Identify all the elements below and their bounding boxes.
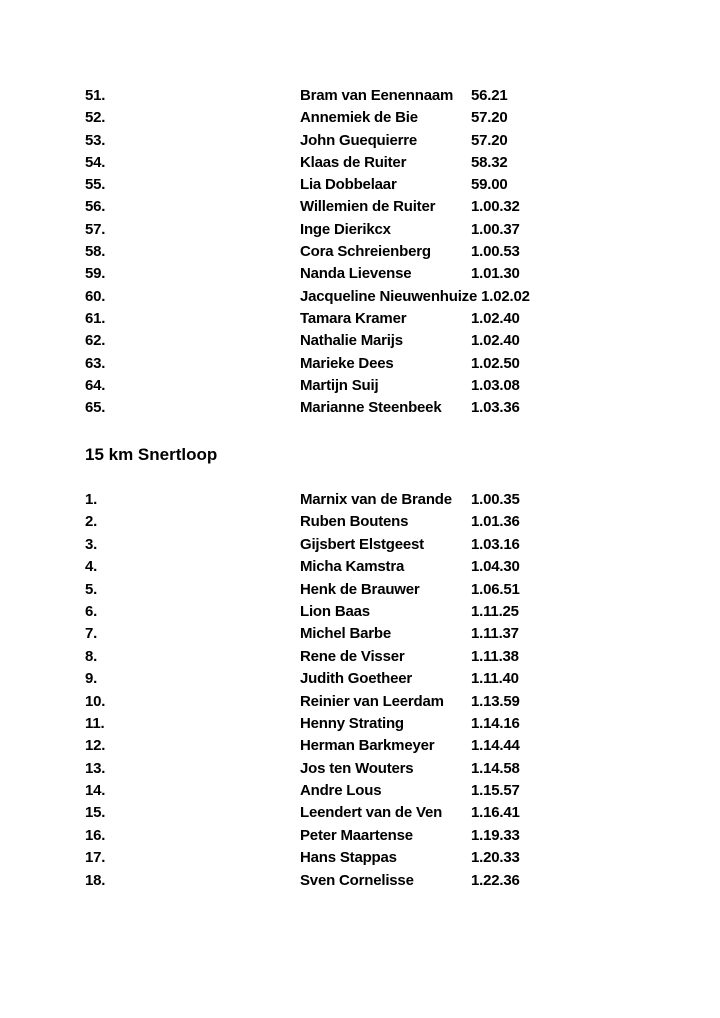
finish-time: 1.02.50 [471,354,520,372]
result-rank: 55. [85,176,106,194]
finish-time: 1.22.36 [471,871,520,889]
finish-time: 1.14.44 [471,737,520,755]
finish-time: 59.00 [471,176,508,194]
runner-name: Klaas de Ruiter [300,153,407,171]
finish-time: 1.11.38 [471,647,519,665]
result-row [0,263,720,285]
runner-name: Bram van Eenennaam [300,87,454,104]
finish-time: 1.11.25 [471,602,519,620]
result-row [0,375,720,397]
runner-name: Rene de Visser [300,647,405,665]
result-row [0,85,720,107]
result-rank: 6. [85,602,98,620]
result-row [0,107,720,129]
finish-time: 1.15.57 [471,782,520,800]
result-row [0,556,720,578]
runner-name: Judith Goetheer [300,670,413,688]
runner-name: Gijsbert Elstgeest [300,535,424,553]
runner-name: Michel Barbe [300,625,391,643]
result-rank: 61. [85,309,106,327]
runner-name: Jacqueline Nieuwenhuize 1.02.02 [300,287,530,305]
result-row [0,691,720,713]
result-rank: 10. [85,692,106,710]
result-row [0,668,720,690]
runner-name: Cora Schreienberg [300,243,431,261]
result-row [0,735,720,757]
finish-time: 1.14.16 [471,714,520,732]
result-rank: 7. [85,625,98,643]
result-row [0,489,720,511]
runner-name: Micha Kamstra [300,558,405,576]
result-rank: 8. [85,647,98,665]
results-list-15km [0,489,720,892]
runner-name: Nathalie Marijs [300,332,403,350]
result-row [0,174,720,196]
runner-name: Henny Strating [300,714,404,732]
result-row [0,825,720,847]
result-rank: 12. [85,737,106,755]
result-row [0,534,720,556]
result-rank: 58. [85,243,106,261]
finish-time: 1.00.32 [471,198,520,216]
result-rank: 9. [85,670,98,688]
result-rank: 63. [85,354,106,372]
result-row [0,219,720,241]
result-rank: 64. [85,376,106,394]
section-heading: 15 km Snertloop [85,445,218,464]
result-rank: 4. [85,558,98,576]
result-rank: 11. [85,714,105,732]
runner-name: Marnix van de Brande [300,491,452,508]
finish-time: 57.20 [471,131,508,149]
result-rank: 14. [85,782,106,800]
runner-name: Jos ten Wouters [300,759,414,777]
finish-time: 1.01.30 [471,265,520,283]
result-row [0,780,720,802]
finish-time: 58.32 [471,153,508,171]
runner-name: Nanda Lievense [300,265,412,283]
runner-name: Marianne Steenbeek [300,399,442,417]
result-row [0,623,720,645]
finish-time: 1.19.33 [471,826,520,844]
finish-time: 1.11.40 [471,670,519,688]
result-row [0,152,720,174]
result-row [0,286,720,308]
finish-time: 1.03.16 [471,535,520,553]
finish-time: 1.02.40 [471,332,520,350]
finish-time: 1.13.59 [471,692,520,710]
result-rank: 65. [85,399,106,417]
runner-name: Peter Maartense [300,826,413,844]
runner-name: Annemiek de Bie [300,109,418,127]
finish-time: 1.00.37 [471,220,520,238]
results-list-continued [0,85,720,419]
finish-time: 1.03.36 [471,399,520,417]
result-rank: 62. [85,332,106,350]
finish-time: 57.20 [471,109,508,127]
runner-name: Lion Baas [300,602,370,620]
result-row [0,601,720,623]
result-row [0,758,720,780]
result-rank: 56. [85,198,106,216]
runner-name: Lia Dobbelaar [300,176,397,194]
runner-name: John Guequierre [300,131,418,149]
result-rank: 59. [85,265,106,283]
result-row [0,847,720,869]
finish-time: 1.00.35 [471,491,520,508]
finish-time: 1.02.40 [471,309,520,327]
result-row [0,870,720,892]
finish-time: 1.11.37 [471,625,519,643]
result-row [0,330,720,352]
result-rank: 5. [85,580,98,598]
result-row [0,802,720,824]
result-row [0,130,720,152]
runner-name: Inge Dierikcx [300,220,391,238]
finish-time: 1.06.51 [471,580,520,598]
finish-time: 1.16.41 [471,804,520,822]
finish-time: 1.01.36 [471,513,520,531]
result-row [0,579,720,601]
finish-time: 1.20.33 [471,849,520,867]
result-rank: 54. [85,153,106,171]
runner-name: Reinier van Leerdam [300,692,444,710]
result-row [0,646,720,668]
finish-time: 1.03.08 [471,376,520,394]
result-row [0,308,720,330]
result-row [0,196,720,218]
result-rank: 51. [85,87,106,104]
result-row [0,397,720,419]
result-row [0,353,720,375]
runner-name: Leendert van de Ven [300,804,443,822]
runner-name: Sven Cornelisse [300,871,414,889]
result-rank: 13. [85,759,106,777]
result-row [0,241,720,263]
result-rank: 17. [85,849,106,867]
runner-name: Martijn Suij [300,376,379,394]
finish-time: 1.14.58 [471,759,520,777]
runner-name: Hans Stappas [300,849,397,867]
result-rank: 2. [85,513,98,531]
result-rank: 18. [85,871,106,889]
runner-name: Henk de Brauwer [300,580,420,598]
runner-name: Ruben Boutens [300,513,409,531]
runner-name: Marieke Dees [300,354,394,372]
result-rank: 16. [85,826,106,844]
runner-name: Willemien de Ruiter [300,198,436,216]
result-row [0,511,720,533]
result-rank: 53. [85,131,106,149]
finish-time: 1.00.53 [471,243,520,261]
finish-time: 1.04.30 [471,558,520,576]
result-row [0,713,720,735]
result-rank: 60. [85,287,106,305]
result-rank: 52. [85,109,106,127]
finish-time: 56.21 [471,87,508,104]
runner-name: Herman Barkmeyer [300,737,435,755]
runner-name: Tamara Kramer [300,309,407,327]
result-rank: 57. [85,220,106,238]
runner-name: Andre Lous [300,782,382,800]
result-rank: 15. [85,804,106,822]
result-rank: 3. [85,535,98,553]
result-rank: 1. [85,491,98,508]
